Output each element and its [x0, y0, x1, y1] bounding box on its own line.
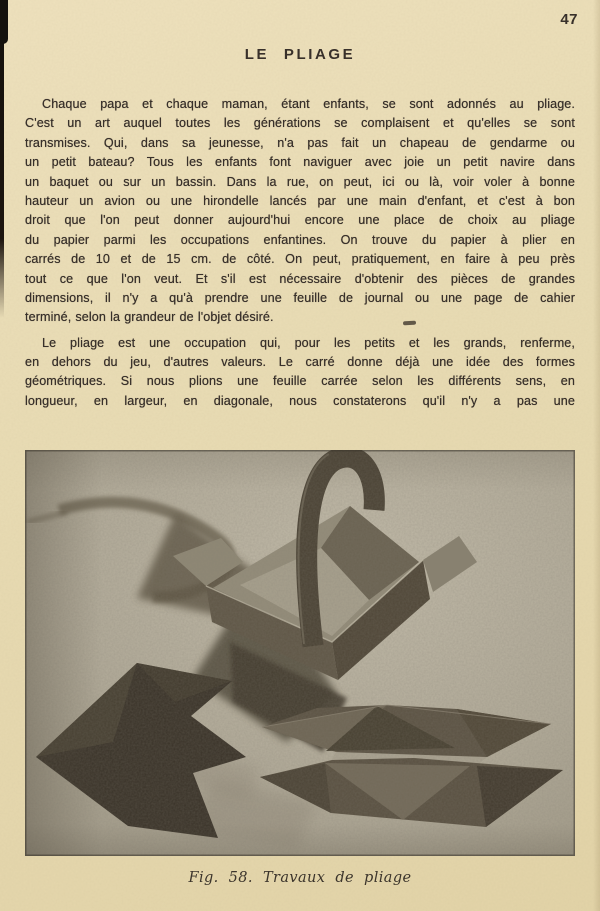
page-number: 47 [560, 11, 578, 28]
text-line: terminé, selon la grandeur de l'objet désiré. [25, 310, 274, 325]
scan-corner-artifact [0, 0, 8, 44]
paragraph-2 [25, 334, 575, 412]
text-line: carrés de 10 et de 15 cm. de côté. On peut, pratiquement, en faire à peu près [25, 252, 575, 267]
text-line: tout ce que l'on veut. Et s'il est nécessaire d'obtenir des pièces de grandes [25, 271, 575, 286]
text-line: droit que l'on peut donner aujourd'hui encore une place de choix au pliage [25, 213, 575, 228]
body-text [25, 95, 575, 411]
text-line: du papier parmi les occupations enfantines. On trouve du papier à plier en [25, 232, 575, 247]
figure-caption: Fig. 58. Travaux de pliage [188, 870, 412, 886]
text-line: dimensions, il n'y a qu'à prendre une feuille de journal ou une page de cahier [25, 290, 575, 305]
text-line: géométriques. Si nous plions une feuille carrée selon les différents sens, en [25, 374, 575, 389]
page-title: LE PLIAGE [244, 46, 356, 63]
paragraph-1 [25, 95, 575, 328]
text-line: C'est un art auquel toutes les générations se complaisent et qu'elles se sont [25, 116, 575, 131]
print-smudge-artifact [403, 321, 416, 325]
text-line: un baquet ou sur un bassin. Dans la rue, on peut, ici ou là, voir voler à bonne [25, 174, 575, 189]
text-line: longueur, en largeur, en diagonale, nous constaterons qu'il n'y a pas une [25, 393, 575, 408]
figure-photo [25, 450, 575, 856]
text-line: transmises. Qui, dans sa jeunesse, n'a pas fait un chapeau de gendarme ou [25, 135, 575, 150]
text-line: Le pliage est une occupation qui, pour les petits et les grands, renferme, [42, 335, 575, 350]
pliage-photo-illustration [25, 450, 575, 856]
text-line: Chaque papa et chaque maman, étant enfants, se sont adonnés au pliage. [42, 97, 575, 111]
text-line: hauteur un avion ou une hirondelle lancés par une main d'enfant, et c'est à bon [25, 193, 575, 208]
page-edge-shade [593, 0, 600, 911]
text-line: en dehors du jeu, d'autres valeurs. Le carré donne déjà une idée des formes [25, 355, 575, 370]
text-line: un petit bateau? Tous les enfants font naviguer avec joie un petit navire dans [25, 155, 575, 170]
